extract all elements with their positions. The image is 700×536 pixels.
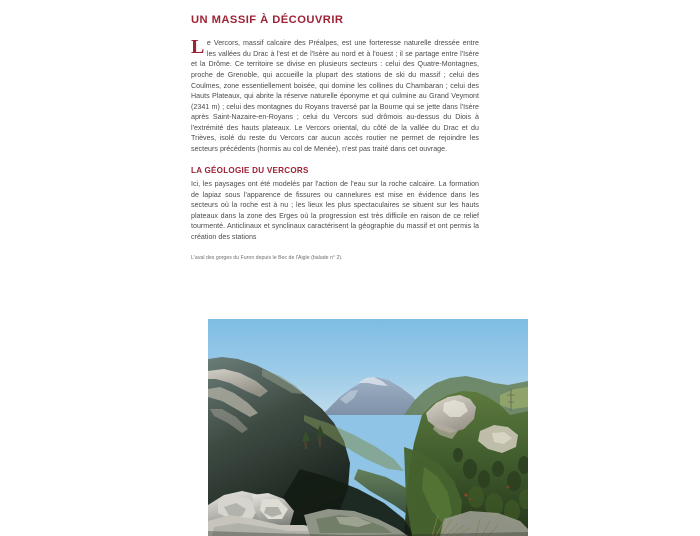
paragraph-intro: e Vercors, massif calcaire des Préalpes, est une forteresse naturelle dressée entre les vallées du Drac à l'est et de l'Isère au nord et à l'ouest ; il se partage entre l'Isère et la Drôme. Ce territoire se divise en plusieurs secteurs : celui des Quatre-Montagnes, proche de Grenoble, qui accueille la plupart des stations de ski du massif ; celui des Coulmes, zone essentiellement boisée, qui domine les collines du Chambaran ; celui des Hauts Plateaux, qui abrite la réserve naturelle éponyme et qui culmine au Grand Veymont (2341 m) ; celui des montagnes du Royans traversé par la Bourne qui se jette dans l'Isère après Saint-Nazaire-en-Royans ; celui du Vercors sud drômois au-dessus du Diois à l'extrémité des hauts plateaux. Le Vercors oriental, du côté de la vallée du Drac et du Trièves, isolé du reste du Vercors car aucun accès routier ne permet de rejoindre les secteurs précédents (hormis au col de Menée), n'est pas traité dans cet ouvrage.	[191, 39, 479, 153]
drop-cap-letter: L	[191, 36, 205, 59]
intro-paragraph-block	[191, 38, 479, 154]
text-column	[191, 14, 479, 267]
section-heading-geologie: LA GÉOLOGIE DU VERCORS	[191, 166, 309, 176]
paragraph-geologie: Ici, les paysages ont été modelés par l'action de l'eau sur la roche calcaire. La formation de lapiaz sous l'apparence de fissures ou cannelures est mise en évidence dans les secteurs où la roche est à nu ; les lieux les plus spectaculaires se situent sur les hauts plateaux dans la zone des Erges où la progression est très difficile en raison de ce relief tourmenté. Anticlinaux et synclinaux caractérisent la géographie du massif et ont permis la création des stations	[191, 180, 479, 241]
photo-figure	[208, 319, 528, 536]
photo-caption: L'aval des gorges du Furon depuis le Bec de l'Aigle (balade n° 2).	[191, 254, 343, 261]
landscape-photo	[208, 319, 528, 536]
page-title: UN MASSIF À DÉCOUVRIR	[191, 14, 344, 26]
landscape-photo-graphic	[208, 319, 528, 536]
